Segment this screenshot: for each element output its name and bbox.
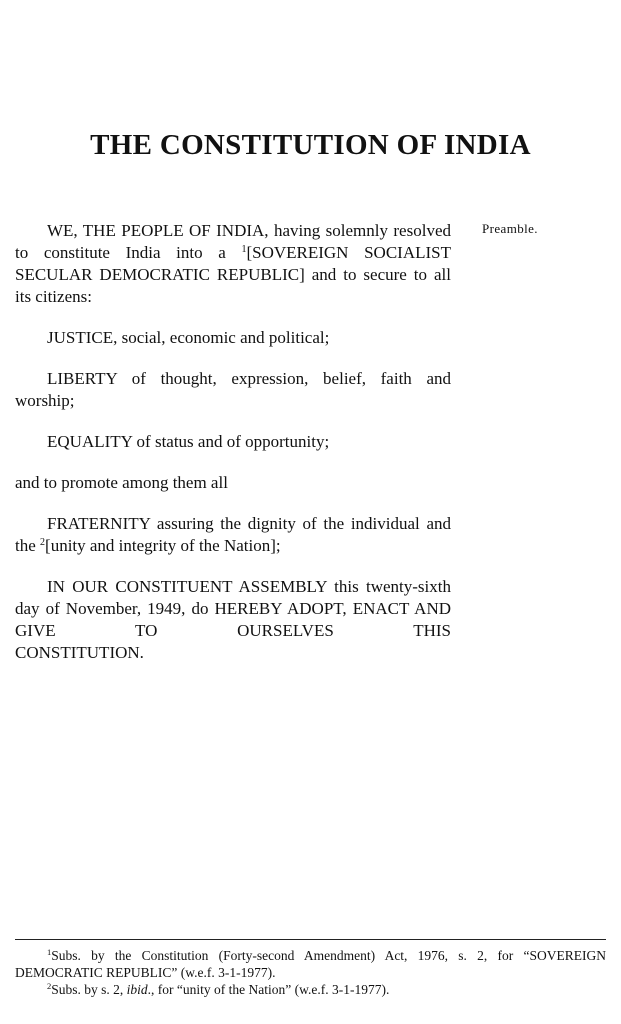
- footnote-1-marker: 1: [47, 947, 52, 957]
- footnote-1: [15, 947, 606, 981]
- preamble-fraternity-text: FRATERNITY assuring the dignity of the individual and the: [15, 514, 451, 555]
- footnote-2-ibid: ibid: [126, 982, 148, 997]
- preamble-assembly-end: CONSTITUTION.: [15, 643, 144, 662]
- preamble-promote: and to promote among them all: [15, 473, 228, 492]
- preamble-intro-text: WE, THE PEOPLE OF INDIA, having solemnly resolved to constitute India into a: [15, 221, 451, 262]
- preamble-assembly-b: ENACT AND GIVE TO OURSELVES THIS: [15, 599, 451, 640]
- footnotes: [15, 947, 606, 998]
- preamble-equality: EQUALITY of status and of opportunity;: [47, 432, 330, 451]
- footnote-ref-2[interactable]: 2: [40, 537, 46, 548]
- footnote-2: [15, 981, 606, 998]
- preamble-fraternity-bracket: [unity and integrity of the Nation];: [45, 536, 281, 555]
- preamble-assembly: [15, 576, 451, 642]
- footnote-divider: [15, 939, 606, 940]
- preamble-assembly-a: IN OUR CONSTITUENT ASSEMBLY this twenty-sixth day of November, 1949, do HEREBY ADOPT,: [15, 577, 451, 618]
- margin-note-preamble: Preamble.: [482, 221, 538, 236]
- preamble-intro: [15, 220, 451, 308]
- page-title: THE CONSTITUTION OF INDIA: [90, 129, 531, 161]
- preamble-text: [15, 220, 451, 664]
- footnote-2-text-a: Subs. by s. 2,: [51, 982, 127, 997]
- preamble-justice: JUSTICE, social, economic and political;: [47, 328, 330, 347]
- preamble-fraternity: [15, 513, 451, 557]
- footnote-2-marker: 2: [47, 981, 52, 991]
- footnote-2-text-b: ., for “unity of the Nation” (w.e.f. 3-1-1977).: [147, 982, 390, 997]
- preamble-liberty: LIBERTY of thought, expression, belief, faith and worship;: [15, 369, 451, 410]
- footnote-ref-1[interactable]: 1: [241, 244, 247, 255]
- preamble-intro-bracket: [SOVEREIGN SOCIALIST SECULAR DEMOCRATIC REPUBLIC] and to secure to all its citizens:: [15, 243, 451, 306]
- footnote-1-text: Subs. by the Constitution (Forty-second Amendment) Act, 1976, s. 2, for “SOVEREIGN DEMOCRATIC REPUBLIC” (w.e.f. 3-1-1977).: [15, 948, 606, 980]
